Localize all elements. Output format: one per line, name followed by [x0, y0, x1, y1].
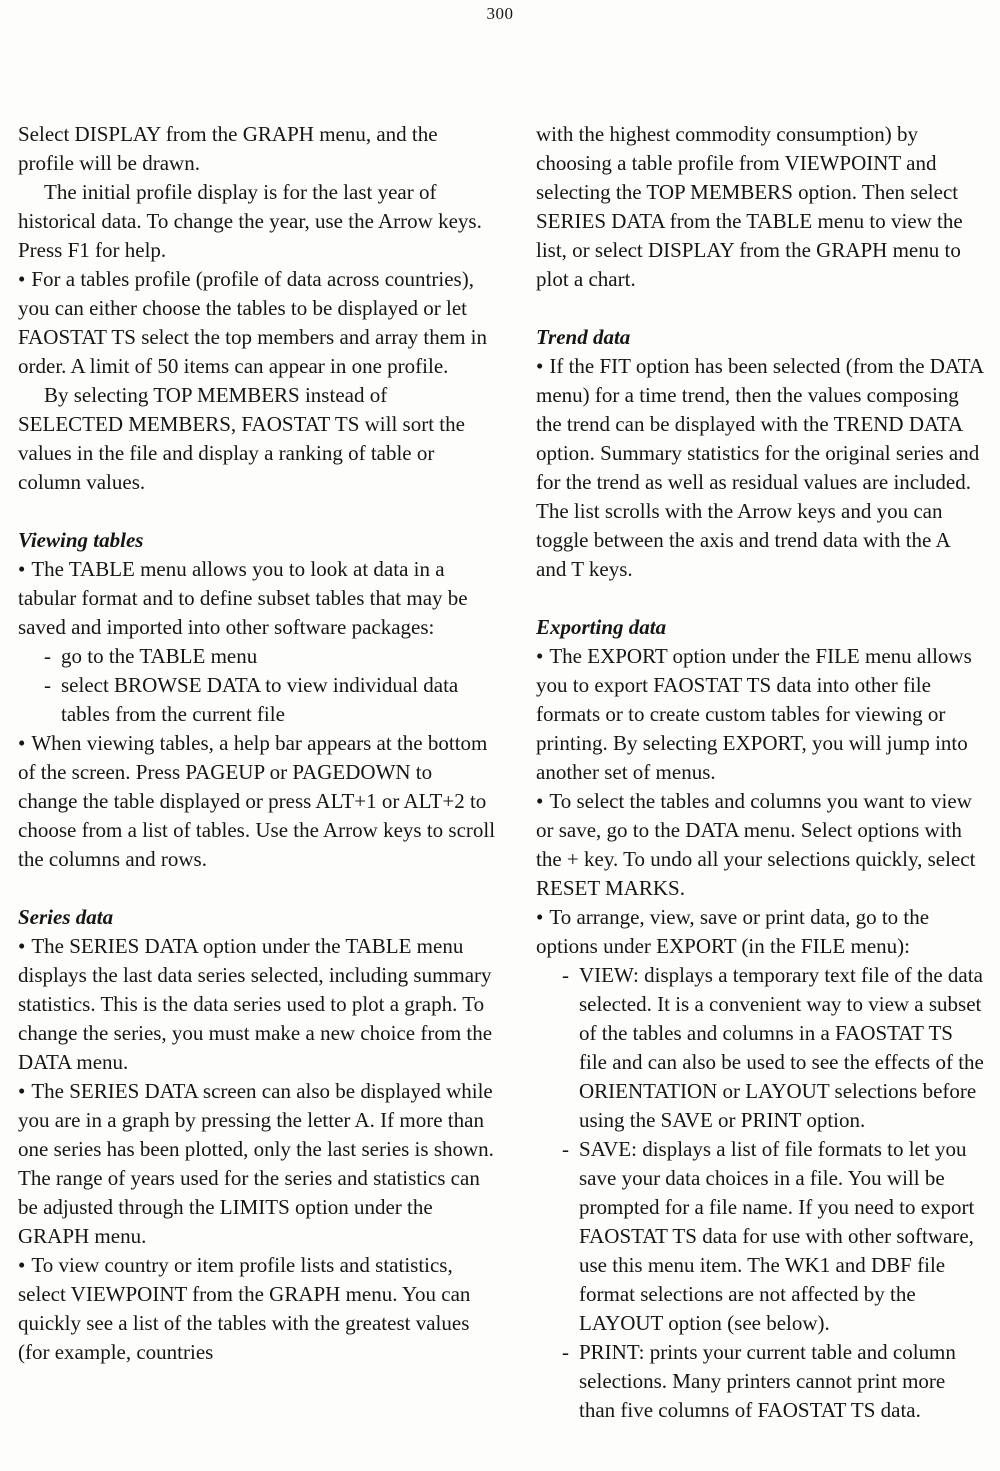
bullet-text: When viewing tables, a help bar appears at the bottom of the screen. Press PAGEUP or PAGEDOWN to change the table displayed or press ALT+1 or ALT+2 to choose from a list of tables. Use the Arrow keys to scroll the columns and rows. — [18, 731, 496, 871]
bullet-text: To arrange, view, save or print data, go to the options under EXPORT (in the FILE menu): — [536, 905, 930, 958]
bullet-item — [18, 1077, 496, 1251]
bullet-item — [18, 1251, 496, 1367]
bullet-marker: • — [536, 789, 544, 813]
bullet-text: For a tables profile (profile of data across countries), you can either choose the tables to be displayed or let FAOSTAT TS select the top members and array them in order. A limit of 50 items can appear in one profile. — [18, 267, 487, 378]
bullet-marker: • — [18, 267, 26, 291]
section-heading-exporting-data: Exporting data — [536, 615, 667, 639]
dash-item — [536, 1135, 985, 1338]
dash-text: go to the TABLE menu — [61, 644, 258, 668]
bullet-text: The SERIES DATA screen can also be displayed while you are in a graph by pressing the letter A. If more than one series has been plotted, only the last series is shown. The range of years used for the series and statistics can be adjusted through the LIMITS option under the GRAPH menu. — [18, 1079, 494, 1248]
bullet-item — [18, 729, 496, 874]
dash-text: PRINT: prints your current table and column selections. Many printers cannot print more than five columns of FAOSTAT TS data. — [579, 1340, 956, 1422]
section-heading-series-data: Series data — [18, 905, 114, 929]
bullet-text: The EXPORT option under the FILE menu allows you to export FAOSTAT TS data into other file formats or to create custom tables for viewing or printing. By selecting EXPORT, you will jump into another set of menus. — [536, 644, 972, 784]
bullet-marker: • — [536, 644, 544, 668]
paragraph: By selecting TOP MEMBERS instead of SELECTED MEMBERS, FAOSTAT TS will sort the values in the file and display a ranking of table or column values. — [18, 383, 465, 494]
bullet-item — [536, 642, 985, 787]
section-heading-trend-data: Trend data — [536, 325, 631, 349]
dash-text: SAVE: displays a list of file formats to let you save your data choices in a file. You will be prompted for a file name. If you need to export FAOSTAT TS data for use with other software, use this menu item. The WK1 and DBF file format selections are not affected by the LAYOUT option (see below). — [579, 1137, 975, 1335]
dash-marker: - — [44, 673, 51, 697]
bullet-marker: • — [18, 934, 26, 958]
bullet-item — [18, 265, 496, 381]
bullet-item — [18, 932, 496, 1077]
section-heading-viewing-tables: Viewing tables — [18, 528, 144, 552]
left-column — [18, 120, 496, 1425]
paragraph: Select DISPLAY from the GRAPH menu, and the profile will be drawn. — [18, 122, 438, 175]
dash-item — [536, 961, 985, 1135]
dash-marker: - — [562, 1137, 569, 1161]
dash-text: VIEW: displays a temporary text file of the data selected. It is a convenient way to view a subset of the tables and columns in a FAOSTAT TS file and can also be used to see the effects of the ORIENTATION or LAYOUT selections before using the SAVE or PRINT option. — [579, 963, 984, 1132]
bullet-text: The TABLE menu allows you to look at data in a tabular format and to define subset tables that may be saved and imported into other software packages: — [18, 557, 468, 639]
bullet-item — [536, 352, 985, 584]
bullet-text: The SERIES DATA option under the TABLE menu displays the last data series selected, including summary statistics. This is the data series used to plot a graph. To change the series, you must make a new choice from the DATA menu. — [18, 934, 493, 1074]
dash-item — [18, 642, 496, 671]
page-number: 300 — [486, 4, 514, 23]
bullet-text: To view country or item profile lists and statistics, select VIEWPOINT from the GRAPH menu. You can quickly see a list of the tables with the greatest values (for example, countries — [18, 1253, 471, 1364]
bullet-text: To select the tables and columns you want to view or save, go to the DATA menu. Select options with the + key. To undo all your selections quickly, select RESET MARKS. — [536, 789, 976, 900]
bullet-text: If the FIT option has been selected (from the DATA menu) for a time trend, then the values composing the trend can be displayed with the TREND DATA option. Summary statistics for the original series and for the trend as well as residual values are included. The list scrolls with the Arrow keys and you can toggle between the axis and trend data with the A and T keys. — [536, 354, 983, 581]
bullet-item — [536, 787, 985, 903]
paragraph: The initial profile display is for the last year of historical data. To change the year, use the Arrow keys. Press F1 for help. — [18, 180, 482, 262]
bullet-item — [536, 903, 985, 961]
bullet-item — [18, 555, 496, 642]
paragraph: with the highest commodity consumption) by choosing a table profile from VIEWPOINT and selecting the TOP MEMBERS option. Then select SERIES DATA from the TABLE menu to view the list, or select DISPLAY from the GRAPH menu to plot a chart. — [536, 122, 963, 291]
bullet-marker: • — [18, 1079, 26, 1103]
bullet-marker: • — [18, 731, 26, 755]
dash-marker: - — [562, 963, 569, 987]
right-column — [536, 120, 985, 1425]
bullet-marker: • — [536, 905, 544, 929]
dash-marker: - — [44, 644, 51, 668]
text-columns — [18, 120, 985, 1425]
dash-text: select BROWSE DATA to view individual data tables from the current file — [61, 673, 459, 726]
dash-item — [536, 1338, 985, 1425]
dash-item — [18, 671, 496, 729]
bullet-marker: • — [536, 354, 544, 378]
bullet-marker: • — [18, 1253, 26, 1277]
dash-marker: - — [562, 1340, 569, 1364]
bullet-marker: • — [18, 557, 26, 581]
